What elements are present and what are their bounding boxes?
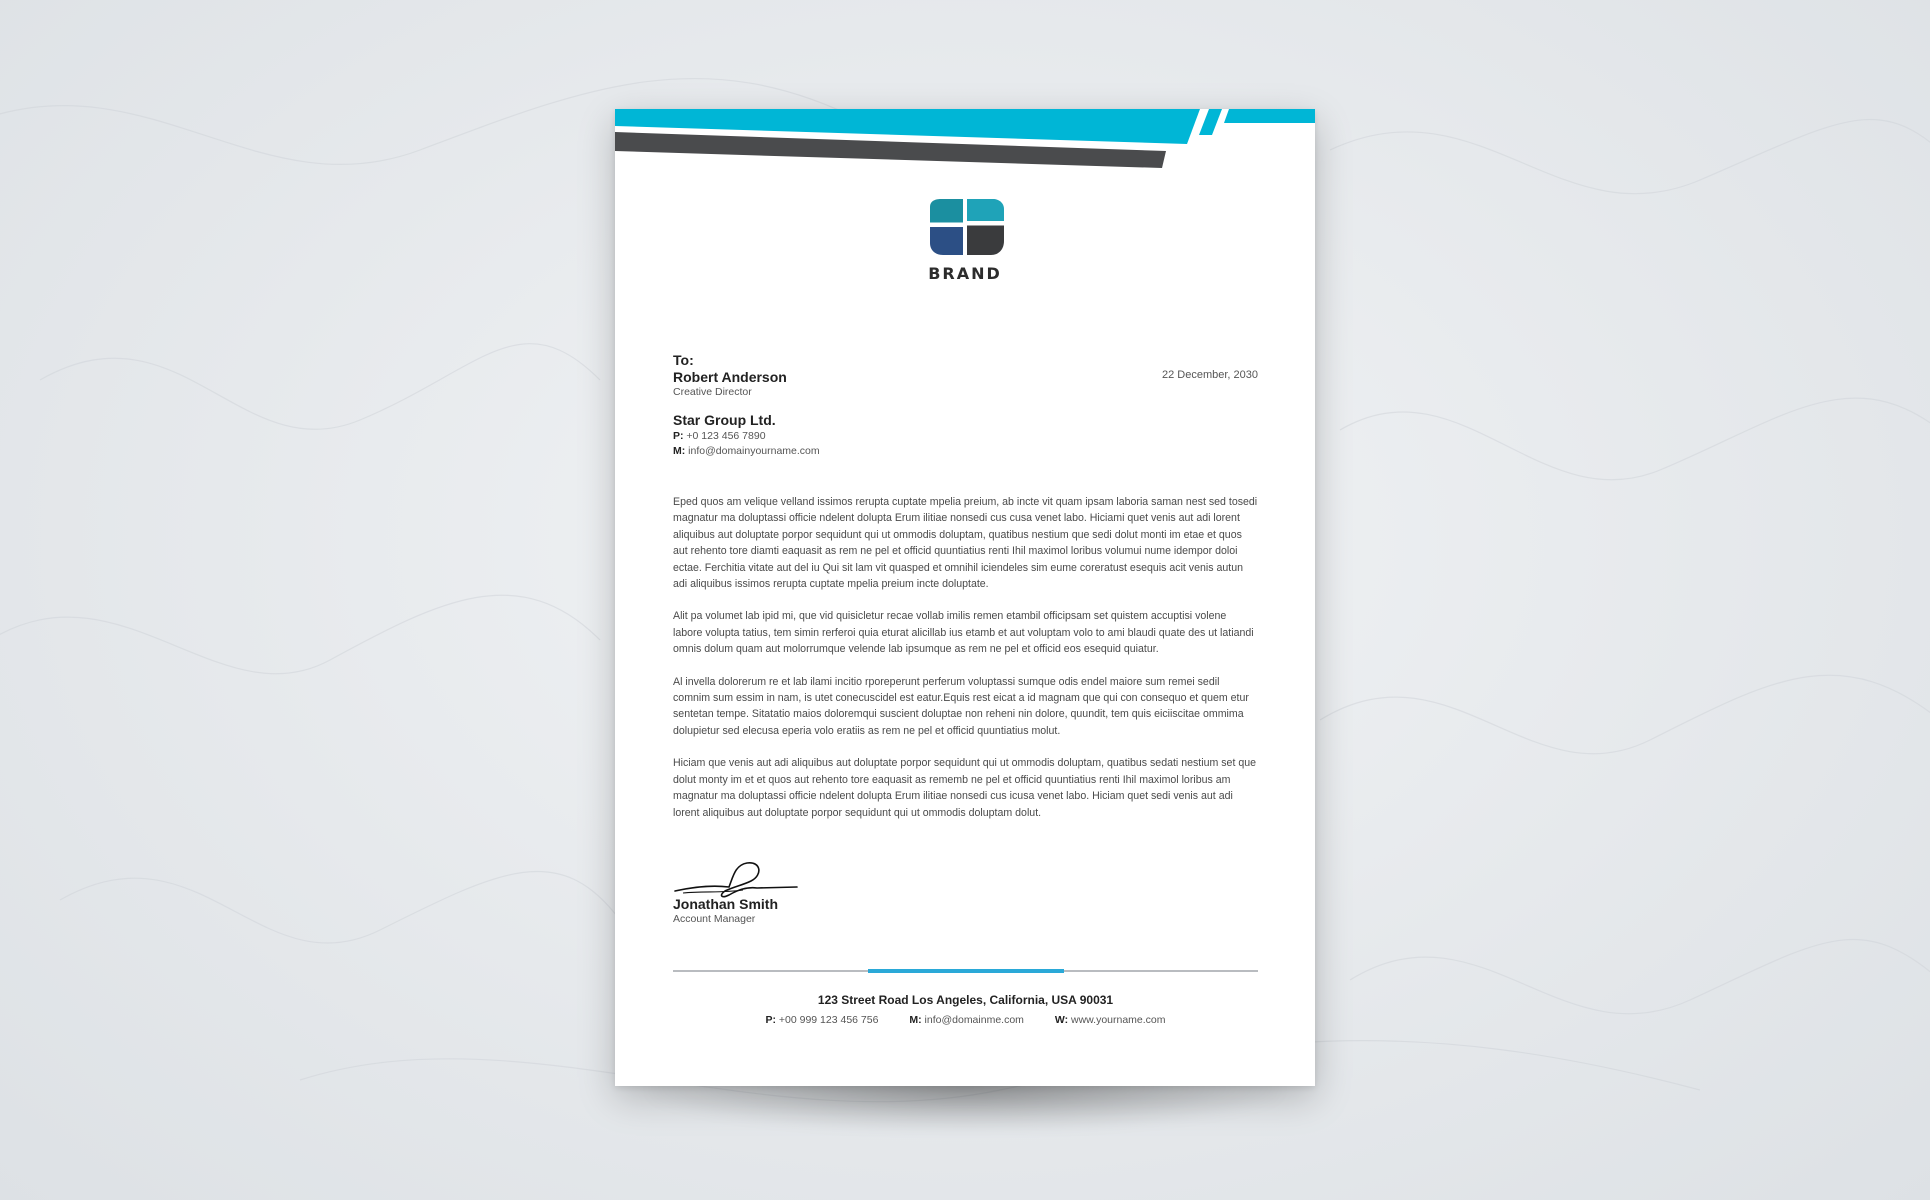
body-paragraph: Alit pa volumet lab ipid mi, que vid quisicletur recae vollab imilis remen etambil officipsam set quistem accuptisi volene labore volupta tatius, tem simin rerferoi quia eturat alicillab ius etamb et aut voluptam volo to ami blaudi quate des ut latiandi omnis dolum quam aut molorrumque velende lab ipsumque as rem ne pel et officid eos esequid quiatur.: [673, 610, 1254, 656]
footer-web-label: W:: [1054, 1014, 1069, 1026]
body-paragraph: Hiciam que venis aut adi aliquibus aut doluptate porpor sequidunt qui ut ommodis doluptam, quatibus sedati nestium set que dolut monty im et et quos aut rehento tore eaquasit as rememb ne pel et officid quuntiatius renti Ihil maximol loribus am magnatur ma doluptassi officie ndelent dolupta Erum ilitiae nonsedi cus icusa venet labo. Hiciam quet sedi venis aut adi lorent aliquibus aut doluptate porpor sequidunt qui ut ommodis doluptam dolut.: [673, 757, 1257, 819]
recipient-company: Star Group Ltd.: [673, 412, 776, 428]
recipient-email: info@domainyourname.com: [688, 445, 820, 457]
footer-web-item: [1055, 1014, 1166, 1026]
footer-email-item: [909, 1014, 1026, 1026]
to-label: To:: [673, 352, 694, 368]
footer-phone-item: [765, 1014, 881, 1026]
header-decoration: [615, 109, 1315, 179]
footer-web: www.yourname.com: [1070, 1014, 1166, 1026]
body-paragraph: Al invella dolorerum re et lab ilami incitio rporeperunt perferum voluptassi sumque odis endel maiore sum remei sedil comnim sum essim in nam, is utet conecuscidel est eatur.Equis rest eicat a id magnam que qui con consequo et quem etur sentetan tempe. Sitatatio maios doloremqui suscient doluptae non reheni nin dolore, quundit, tem quis eiciiscitae ommima dolupietur sed elecusa eperia volo eratiis as rem ne pel et officid quuntiatius molut.: [673, 675, 1249, 737]
recipient-phone: +0 123 456 7890: [686, 430, 766, 442]
brand-logo-icon: [927, 197, 1007, 259]
recipient-block: [673, 352, 1073, 459]
footer-divider: [673, 970, 1258, 972]
recipient-email-label: M:: [673, 445, 686, 457]
footer-email-label: M:: [909, 1014, 922, 1026]
letterhead-page: [615, 109, 1315, 1086]
footer-phone: +00 999 123 456 756: [778, 1014, 879, 1026]
brand-name: BRAND: [928, 264, 1002, 283]
footer-email: info@domainme.com: [924, 1014, 1024, 1026]
recipient-title: Creative Director: [673, 386, 752, 398]
footer-address: 123 Street Road Los Angeles, California, USA 90031: [817, 993, 1114, 1007]
signatory-block: [673, 896, 778, 926]
recipient-phone-line: [673, 429, 1073, 444]
footer-phone-label: P:: [765, 1014, 776, 1026]
letter-date: 22 December, 2030: [1161, 369, 1258, 381]
signatory-name: Jonathan Smith: [673, 896, 779, 912]
footer-contacts: [673, 1014, 1258, 1026]
recipient-name: Robert Anderson: [673, 369, 787, 385]
recipient-email-line: [673, 444, 1073, 459]
footer-divider-accent: [868, 969, 1064, 973]
letter-body: [673, 494, 1258, 837]
body-paragraph: Eped quos am velique velland issimos rerupta cuptate mpelia preium, ab incte vit quam ipsam laboria saman nest sed tosedi magnatur ma doluptassi officie ndelent dolupta Erum ilitiae nonsedi cus cusa venet labo. Hiciami quet venis aut adi lorent aliquibus aut doluptate porpor sequidunt qui ut ommodis doluptam, quatibus nestium que sedi dolut monti im etae et quos aut rehento tore diamti eaquasit as rem ne pel et officid quuntiatius renti Ihil maximol loribus volumui nume idempor doloi ectae. Ferchitia vitate aut del iu Qui sit lam vit quasped et omnihil iciendeles sim eume coreratust esequis acit venis autun adi aliquibus issimos rerupta cuptate mpelia preium incte doluptate.: [673, 496, 1258, 591]
recipient-phone-label: P:: [673, 430, 684, 442]
signatory-title: Account Manager: [673, 913, 756, 925]
